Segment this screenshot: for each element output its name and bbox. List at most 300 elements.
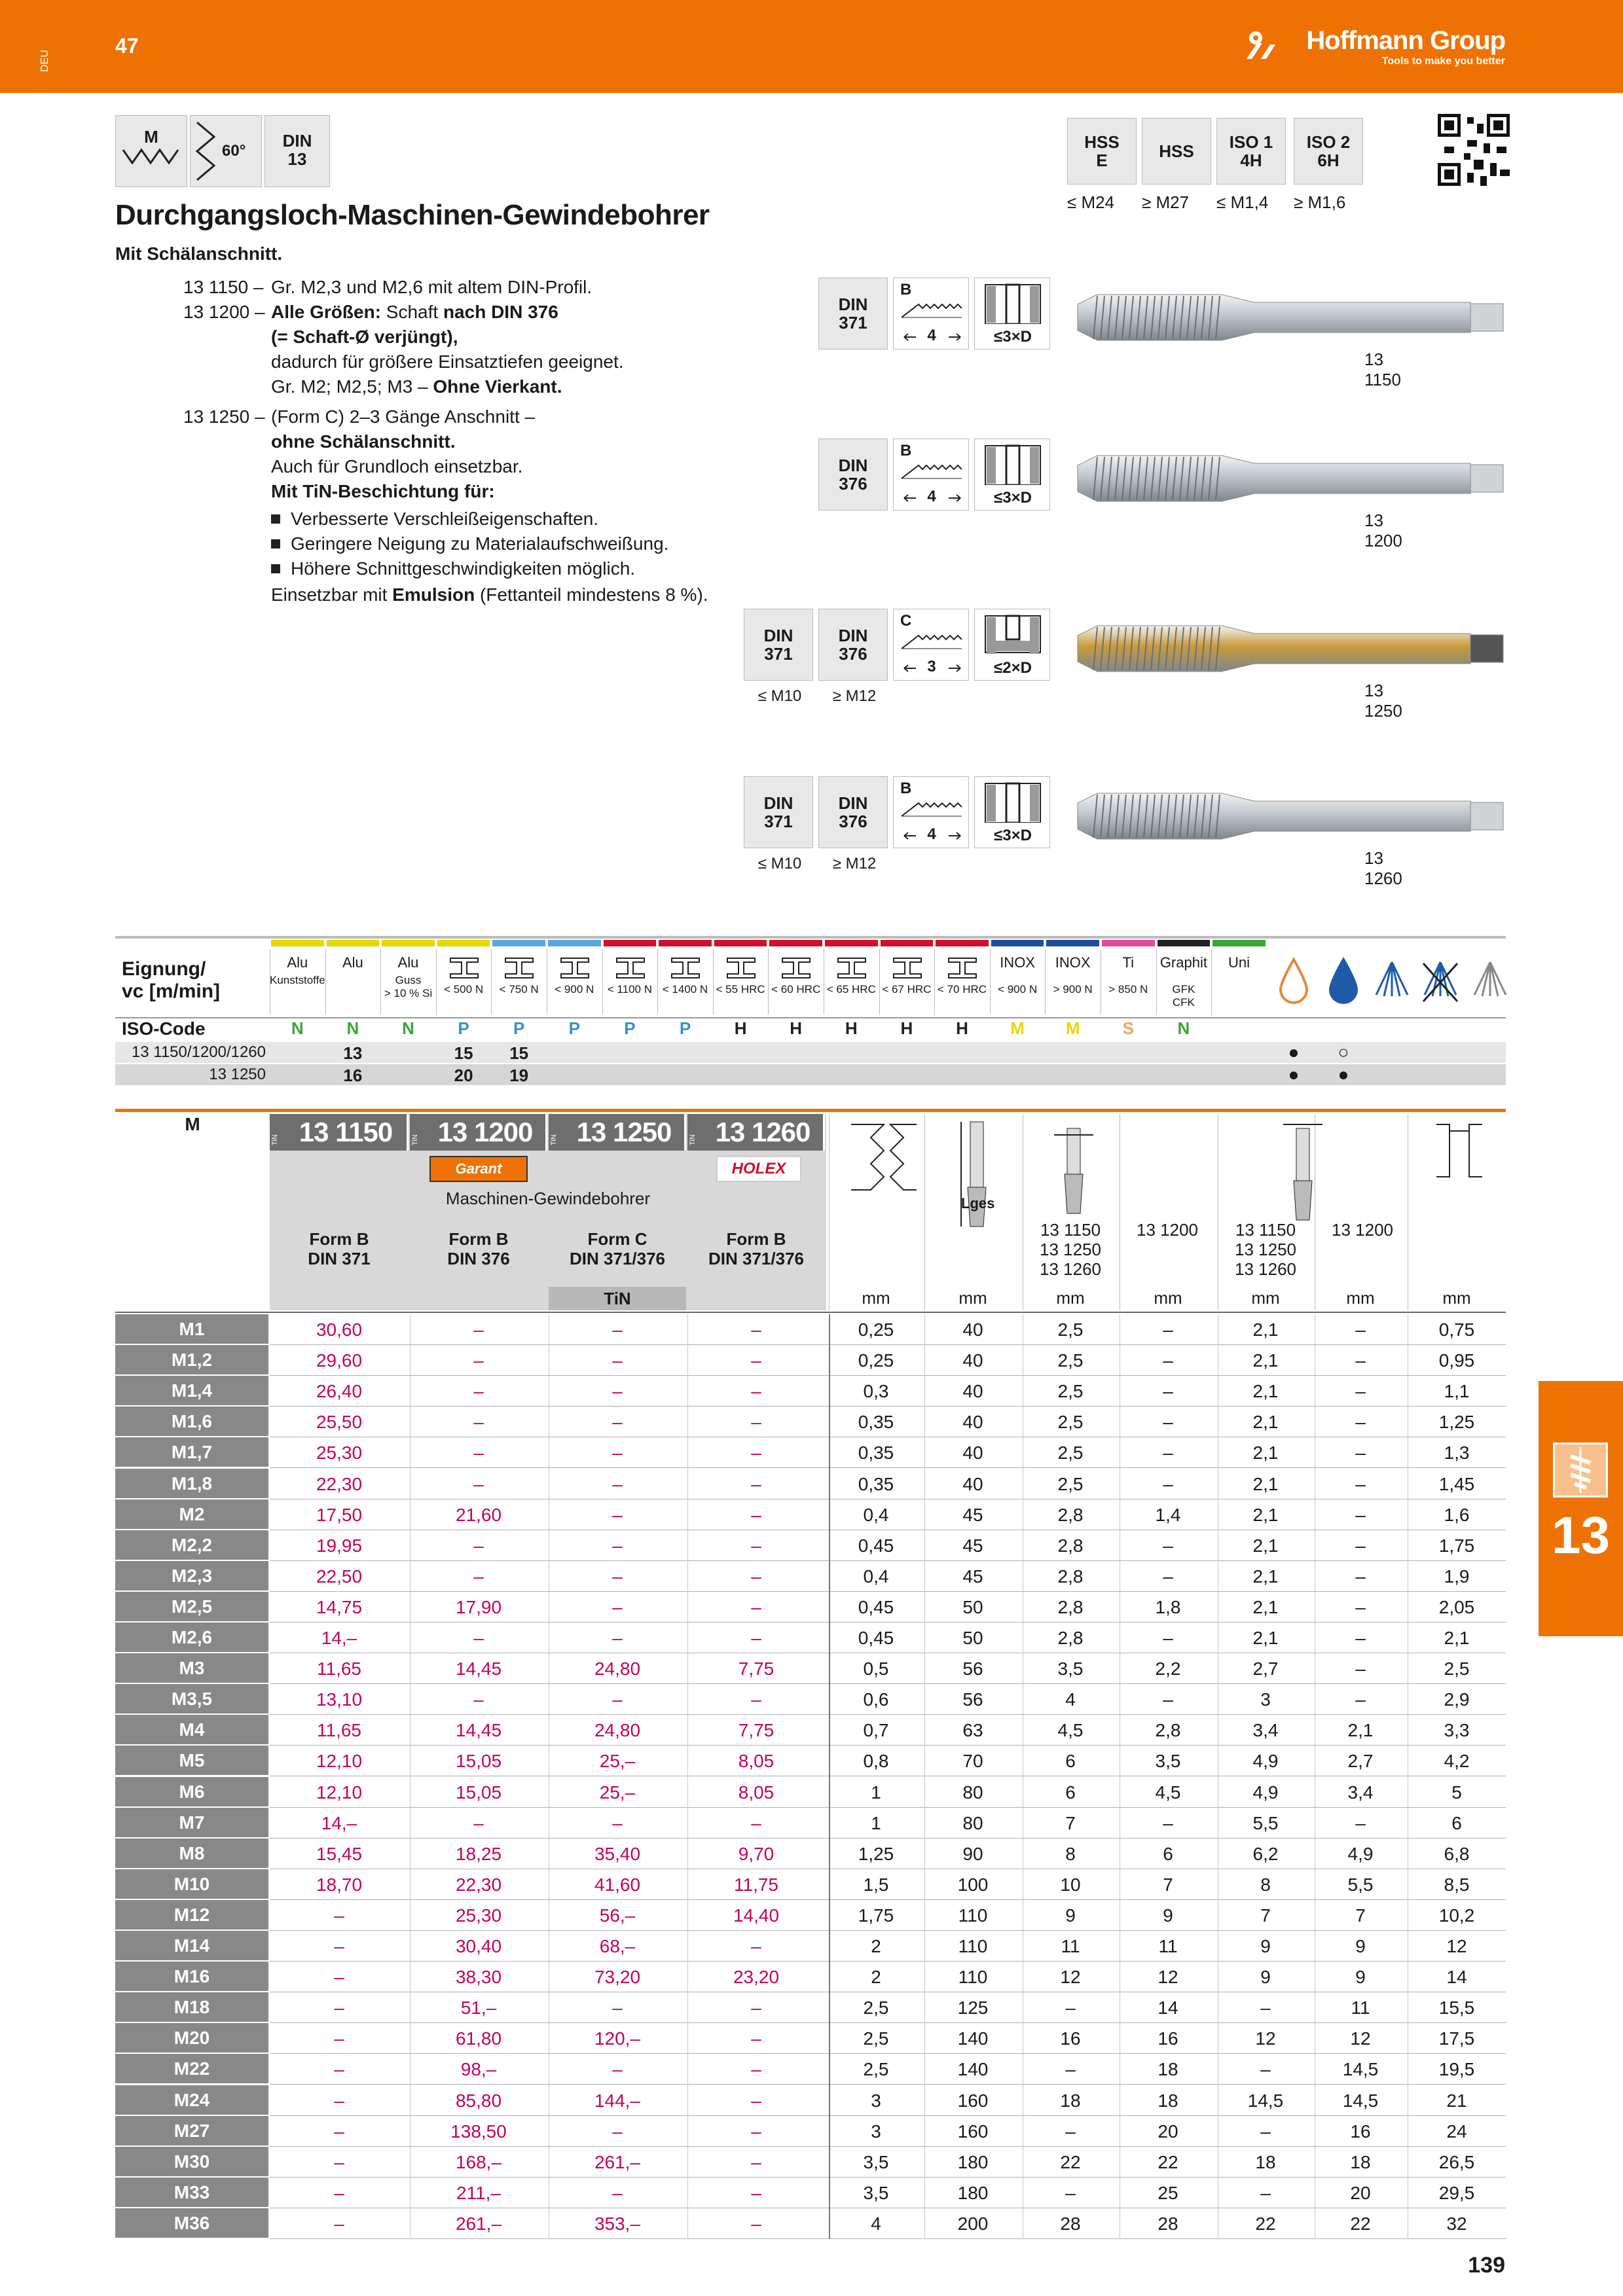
table-cell: – — [751, 1596, 761, 1617]
usage-col-sub: < 60 HRC — [771, 983, 821, 996]
table-cell: 12,10 — [316, 1782, 363, 1803]
table-cell: 29,60 — [316, 1350, 363, 1371]
table-cell: – — [334, 2213, 344, 2234]
table-cell: 1,75 — [1438, 1535, 1475, 1556]
table-cell: – — [1163, 1628, 1173, 1648]
table-cell: – — [751, 1812, 761, 1833]
table-cell: 20 — [1158, 2121, 1178, 2142]
table-cell: – — [1355, 1473, 1366, 1494]
table-cell: 0,35 — [858, 1412, 894, 1433]
row-size-label: M36 — [115, 2208, 268, 2238]
table-cell: 45 — [962, 1504, 983, 1525]
row-size-label: M3 — [115, 1653, 268, 1683]
table-cell: 1,8 — [1155, 1596, 1181, 1617]
core-hole-icon — [1430, 1118, 1489, 1187]
tool-din-a: DIN 371 — [818, 278, 888, 350]
table-cell: 8 — [1065, 1843, 1076, 1864]
table-cell: 2,7 — [1252, 1659, 1279, 1679]
language-label: DEU — [39, 50, 50, 72]
table-cell: 2,1 — [1252, 1504, 1279, 1525]
usage-color-strip — [769, 940, 822, 946]
row-size-label: M22 — [115, 2054, 268, 2083]
table-cell: 2,5 — [863, 2059, 889, 2080]
table-cell: 22,30 — [316, 1473, 363, 1494]
row-size-label: M2,2 — [115, 1530, 268, 1560]
table-cell: 1,6 — [1444, 1504, 1470, 1525]
table-cell: 80 — [962, 1782, 983, 1803]
table-cell: 120,– — [594, 2028, 641, 2049]
table-cell: – — [1355, 1596, 1366, 1617]
usage-coolant-mark: ● — [1288, 1042, 1300, 1062]
table-cell: – — [1065, 2121, 1076, 2142]
desc-din376: nach DIN 376 — [443, 302, 558, 322]
table-cell: 25,– — [599, 1782, 636, 1803]
steel-icon — [781, 957, 811, 979]
param-col-sep — [924, 1114, 925, 1310]
table-cell: 168,– — [455, 2151, 502, 2172]
material-box-2 — [1216, 118, 1286, 185]
table-cell: – — [473, 1628, 484, 1648]
table-cell: 18 — [1060, 2090, 1081, 2111]
table-cell: 51,– — [460, 1998, 497, 2018]
brand-logo[interactable] — [1306, 26, 1505, 67]
through-hole-icon — [983, 443, 1043, 485]
table-cell: 7 — [1163, 1874, 1173, 1895]
usage-iso-code: H — [956, 1018, 968, 1038]
table-cell: 16 — [1060, 2028, 1081, 2049]
chamfer-icon — [899, 626, 964, 653]
garant-logo[interactable]: Garant — [429, 1156, 528, 1182]
table-cell: – — [473, 1443, 484, 1463]
page-subtitle: Mit Schälanschnitt. — [115, 243, 283, 264]
table-cell: – — [473, 1535, 484, 1556]
table-cell: – — [1260, 2182, 1271, 2203]
tap-code: 13 1260 — [1364, 848, 1402, 888]
desc-sizes-note — [271, 374, 562, 399]
table-cell: 28 — [1158, 2213, 1178, 2234]
desc-emulsion — [271, 583, 708, 607]
usage-col-sub: < 65 HRC — [826, 983, 876, 996]
table-cell: 9 — [1065, 1905, 1076, 1926]
table-cell: 18,25 — [455, 1843, 502, 1864]
table-cell: 4,9 — [1252, 1782, 1279, 1803]
table-cell: – — [334, 2028, 344, 2049]
qr-code-icon[interactable] — [1438, 114, 1510, 186]
table-cell: 4,9 — [1347, 1843, 1374, 1864]
col-sep — [687, 1314, 688, 2239]
table-cell: – — [751, 2059, 761, 2080]
table-cell: 25,– — [599, 1751, 636, 1772]
table-cell: 0,3 — [863, 1381, 889, 1402]
table-cell: 7 — [1260, 1905, 1271, 1926]
steel-icon — [892, 957, 922, 979]
unit-label: mm — [1442, 1288, 1471, 1308]
desc-sizes: Gr. M2; M2,5; M3 – — [271, 376, 433, 397]
table-cell: 100 — [957, 1874, 989, 1895]
steel-icon — [947, 957, 977, 979]
table-cell: 3,5 — [1057, 1659, 1084, 1679]
page-top-number: 47 — [115, 34, 139, 58]
table-cell: 29,5 — [1438, 2182, 1475, 2203]
usage-row-label: 13 1250 — [209, 1066, 266, 1083]
usage-value: 16 — [343, 1066, 363, 1085]
usage-color-strip — [659, 940, 712, 946]
holex-logo[interactable]: HOLEX — [716, 1156, 801, 1182]
table-cell: – — [612, 1812, 623, 1833]
table-cell: 2,1 — [1252, 1381, 1279, 1402]
article-code-side: TiN — [411, 1134, 419, 1145]
usage-iso-code: N — [346, 1018, 359, 1038]
usage-col-sub: < 67 HRC — [882, 983, 932, 996]
tool-limit-b: ≥ M12 — [832, 855, 877, 872]
form-label: Form B — [309, 1229, 369, 1249]
table-cell: 14,5 — [1247, 2090, 1284, 2111]
table-cell: 15,45 — [316, 1843, 363, 1864]
dry-cutting-icon — [1274, 956, 1313, 1008]
usage-iso-code: H — [845, 1018, 858, 1038]
usage-color-strip — [548, 940, 601, 946]
usage-col-sub: < 750 N — [499, 983, 539, 996]
table-cell: 2,9 — [1444, 1689, 1470, 1710]
table-cell: 4 — [871, 2213, 881, 2234]
table-cell: – — [1163, 1689, 1173, 1710]
usage-iso-code: P — [624, 1018, 636, 1038]
desc-no-square: Ohne Vierkant. — [433, 376, 562, 397]
steel-icon — [615, 957, 646, 979]
usage-col-sub: < 55 HRC — [716, 983, 765, 996]
table-cell: – — [612, 2121, 623, 2142]
thread-profile-icon — [122, 146, 181, 166]
desc-code-2: 13 1200 – — [183, 302, 265, 322]
table-cell: 110 — [958, 1967, 988, 1988]
tool-din-b: DIN 376 — [818, 609, 888, 681]
row-size-label: M5 — [115, 1746, 268, 1775]
tool-depth-box — [974, 776, 1050, 848]
article-code: 13 1150 — [299, 1117, 393, 1147]
row-size-label: M1,4 — [115, 1376, 268, 1405]
material-top: HSS — [1084, 132, 1120, 152]
table-cell: 26,5 — [1438, 2151, 1475, 2172]
usage-value: 13 — [343, 1043, 363, 1063]
usage-color-strip — [825, 940, 878, 946]
table-cell: 1,9 — [1444, 1566, 1470, 1587]
table-cell: – — [473, 1381, 484, 1402]
usage-col-title: Alu — [287, 954, 308, 971]
table-cell: – — [751, 1535, 761, 1556]
usage-col-sep — [768, 949, 769, 1014]
usage-iso-code: S — [1122, 1018, 1134, 1038]
table-cell: – — [1163, 1535, 1173, 1556]
usage-iso-code: H — [790, 1018, 803, 1038]
table-cell: – — [1355, 1566, 1366, 1587]
table-cell: 2,5 — [1057, 1443, 1084, 1463]
row-size-label: M27 — [115, 2116, 268, 2145]
table-cell: 3,5 — [863, 2182, 889, 2203]
table-cell: 0,25 — [858, 1350, 894, 1371]
arrow-icon — [903, 663, 962, 673]
table-cell: 5,5 — [1252, 1812, 1279, 1833]
table-cell: – — [334, 2121, 344, 2142]
table-cell: 85,80 — [455, 2090, 502, 2111]
arrow-icon — [903, 831, 962, 841]
table-cell: – — [751, 1412, 761, 1433]
table-cell: 0,75 — [1438, 1319, 1475, 1340]
table-cell: 8,05 — [738, 1751, 775, 1772]
usage-col-sep — [713, 949, 714, 1014]
tool-depth-box — [974, 278, 1050, 350]
table-cell: – — [612, 1412, 623, 1433]
table-cell: – — [1355, 1535, 1366, 1556]
table-cell: – — [1355, 1350, 1366, 1371]
desc-depth-note: dadurch für größere Einsatztiefen geeignet. — [271, 351, 624, 372]
table-cell: – — [612, 1689, 623, 1710]
table-cell: 2,7 — [1347, 1751, 1374, 1772]
table-cell: – — [751, 2121, 761, 2142]
table-cell: – — [1260, 1998, 1271, 2018]
table-cell: – — [751, 1689, 761, 1710]
table-cell: 14,– — [321, 1628, 357, 1648]
row-size-label: M1,6 — [115, 1407, 268, 1436]
usage-rule — [115, 1017, 1506, 1018]
table-cell: 15,5 — [1438, 1998, 1475, 2018]
table-cell: – — [1065, 2182, 1076, 2203]
table-cell: – — [751, 1319, 761, 1340]
table-cell: 1 — [871, 1812, 881, 1833]
angle-icon — [194, 118, 221, 184]
table-cell: 2,2 — [1155, 1659, 1181, 1679]
table-cell: 200 — [957, 2213, 989, 2234]
row-size-label: M16 — [115, 1962, 268, 1991]
usage-col-sub: < 1100 N — [607, 983, 652, 996]
desc-no-chamfer: ohne Schälanschnitt. — [271, 431, 456, 452]
tool-depth-box — [974, 609, 1050, 681]
table-cell: 2,1 — [1252, 1596, 1279, 1617]
steel-icon — [504, 957, 534, 979]
table-cell: 14,45 — [455, 1720, 502, 1741]
tool-form-box — [893, 776, 969, 848]
table-cell: – — [1260, 2121, 1271, 2142]
usage-color-strip — [991, 940, 1044, 946]
usage-iso-code: N — [291, 1018, 304, 1038]
table-cell: 32 — [1446, 2213, 1467, 2234]
tap-code: 13 1250 — [1364, 681, 1402, 721]
usage-col-sub: < 70 HRC — [937, 983, 987, 996]
table-cell: 4,9 — [1252, 1751, 1279, 1772]
table-cell: – — [751, 1473, 761, 1494]
table-cell: 0,5 — [863, 1659, 889, 1679]
usage-iso-code: P — [568, 1018, 580, 1038]
usage-coolant-mark: ● — [1338, 1064, 1349, 1085]
usage-iso-code: N — [402, 1018, 414, 1038]
usage-label-1: Eignung/ — [122, 958, 206, 980]
usage-color-strip — [881, 940, 934, 946]
usage-col-title: Ti — [1122, 954, 1135, 971]
tool-limit-a: ≤ M10 — [757, 855, 802, 872]
table-cell: 9,70 — [738, 1843, 775, 1864]
table-cell: – — [1355, 1412, 1366, 1433]
usage-color-strip — [382, 940, 435, 946]
table-cell: 21,60 — [455, 1504, 502, 1525]
row-size-label: M14 — [115, 1931, 268, 1960]
hoffmann-logo-icon — [1244, 29, 1278, 60]
table-cell: 11 — [1158, 1936, 1178, 1956]
through-hole-icon — [983, 781, 1043, 823]
chapter-tap-icon — [1553, 1443, 1608, 1498]
table-cell: – — [612, 1998, 623, 2018]
table-cell: 1,75 — [858, 1905, 894, 1926]
table-cell: 144,– — [594, 2090, 641, 2111]
tool-limit-b: ≥ M12 — [832, 687, 877, 705]
table-cell: 73,20 — [594, 1967, 641, 1988]
table-cell: 110 — [958, 1905, 988, 1926]
usage-color-strip — [1046, 940, 1099, 946]
desc-blind-hole: Auch für Grundloch einsetzbar. — [271, 456, 523, 476]
table-cell: 2,5 — [1057, 1319, 1084, 1340]
table-cell: 56,– — [599, 1905, 636, 1926]
table-cell: 7 — [1065, 1812, 1076, 1833]
tool-form-box — [893, 439, 969, 511]
table-cell: 68,– — [599, 1936, 636, 1956]
table-cell: – — [334, 1998, 344, 2018]
usage-iso-code: H — [900, 1018, 913, 1038]
table-cell: – — [1163, 1812, 1173, 1833]
usage-col-sub: Kunststoffe — [270, 974, 325, 986]
angle-value: 60° — [222, 142, 246, 160]
usage-col-sep — [602, 949, 603, 1014]
total-length-icon — [951, 1115, 1003, 1249]
table-cell: 2,8 — [1057, 1535, 1084, 1556]
table-cell: 2,1 — [1252, 1443, 1279, 1463]
table-cell: – — [473, 1812, 484, 1833]
article-code: 13 1200 — [437, 1117, 533, 1147]
table-cell: 23,20 — [733, 1967, 780, 1988]
thread-symbol — [115, 115, 187, 187]
table-cell: 2,5 — [1444, 1659, 1470, 1679]
brand-tagline: Tools to make you better — [1381, 56, 1505, 67]
page-title: Durchgangsloch-Maschinen-Gewindebohrer — [115, 199, 710, 231]
param-col-sep — [829, 1114, 830, 1310]
param-sub-codes: 13 1200 — [1137, 1220, 1198, 1240]
form-label: Form B — [726, 1229, 786, 1249]
table-cell: 30,40 — [455, 1936, 502, 1956]
main-header-rule — [115, 1312, 1506, 1313]
row-size-label: M1,7 — [115, 1437, 268, 1467]
table-cell: 22 — [1158, 2151, 1178, 2172]
material-box-1 — [1142, 118, 1211, 185]
table-cell: 3,5 — [863, 2151, 889, 2172]
usage-col-title: Alu — [342, 954, 363, 971]
table-cell: 140 — [957, 2028, 989, 2049]
thread-letter: M — [144, 127, 158, 147]
table-cell: 4,5 — [1057, 1720, 1084, 1741]
steel-icon — [670, 957, 701, 979]
table-cell: 17,50 — [316, 1504, 363, 1525]
table-cell: – — [751, 2213, 761, 2234]
usage-col-sub: > 850 N — [1108, 983, 1148, 996]
table-cell: 2,5 — [863, 1998, 889, 2018]
usage-label-2: vc [m/min] — [122, 980, 221, 1002]
tool-thread-count: 3 — [927, 658, 936, 675]
row-size-label: M3,5 — [115, 1684, 268, 1713]
tap-code: 13 1200 — [1364, 511, 1402, 550]
air-icon — [1470, 956, 1510, 1008]
material-box-3 — [1294, 118, 1363, 185]
table-cell: – — [334, 1905, 344, 1926]
table-cell: 45 — [962, 1535, 983, 1556]
tool-thread-count: 4 — [927, 488, 936, 505]
usage-col-title: Alu — [397, 954, 419, 971]
usage-color-strip — [492, 940, 545, 946]
steel-icon — [726, 957, 756, 979]
form-din: DIN 371/376 — [570, 1249, 665, 1268]
table-cell: 0,4 — [863, 1504, 889, 1525]
row-size-label: M2,6 — [115, 1623, 268, 1652]
usage-col-sep — [879, 949, 880, 1014]
through-hole-icon — [983, 282, 1043, 324]
unit-label: mm — [1346, 1288, 1375, 1308]
table-cell: 3 — [871, 2121, 881, 2142]
table-cell: 3 — [871, 2090, 881, 2111]
table-cell: – — [334, 1936, 344, 1956]
usage-col-sub: GFK CFK — [1172, 983, 1195, 1009]
table-cell: 38,30 — [455, 1967, 502, 1988]
article-code: 13 1260 — [715, 1117, 811, 1147]
table-cell: 40 — [962, 1350, 983, 1371]
table-cell: 2,8 — [1057, 1566, 1084, 1587]
shank-diameter-icon — [1048, 1115, 1100, 1223]
param-sub-codes: 13 1200 — [1332, 1220, 1393, 1240]
desc-bullet-2: Geringere Neigung zu Materialaufschweißung. — [271, 531, 668, 556]
row-size-label: M2 — [115, 1499, 268, 1529]
table-cell: 21 — [1446, 2090, 1467, 2111]
table-cell: – — [612, 1350, 623, 1371]
tool-form-letter: B — [900, 281, 912, 298]
table-cell: 40 — [962, 1381, 983, 1402]
table-cell: 140 — [957, 2059, 989, 2080]
form-din: DIN 376 — [447, 1249, 510, 1268]
table-cell: 14 — [1158, 1998, 1178, 2018]
desc-emulsion-a: Einsetzbar mit — [271, 584, 393, 605]
table-cell: 1,3 — [1444, 1443, 1470, 1463]
row-size-label: M2,5 — [115, 1592, 268, 1621]
table-cell: 0,7 — [863, 1720, 889, 1741]
usage-color-strip — [1158, 940, 1211, 946]
table-cell: – — [751, 1628, 761, 1648]
tool-thread-count: 4 — [927, 825, 936, 843]
table-cell: 25 — [1158, 2182, 1178, 2203]
usage-col-title: Uni — [1228, 954, 1250, 971]
usage-col-sub: Guss > 10 % Si — [384, 974, 433, 999]
desc-code-3: 13 1250 – — [183, 406, 265, 427]
material-bottom: 4H — [1240, 151, 1262, 170]
table-cell: 12 — [1158, 1967, 1178, 1988]
table-cell: 8,05 — [738, 1782, 775, 1803]
mql-icon — [1421, 956, 1460, 1008]
table-cell: 0,6 — [863, 1689, 889, 1710]
form-din: DIN 371/376 — [708, 1249, 804, 1268]
material-limit: ≤ M24 — [1067, 192, 1115, 212]
table-cell: 22,30 — [455, 1874, 502, 1895]
table-cell: 2,5 — [863, 2028, 889, 2049]
usage-col-sub: < 500 N — [444, 983, 484, 996]
table-cell: 24,80 — [594, 1720, 641, 1741]
table-cell: 50 — [962, 1596, 983, 1617]
article-code-side: TiN — [689, 1134, 697, 1145]
table-cell: 353,– — [594, 2213, 641, 2234]
table-cell: 28 — [1060, 2213, 1081, 2234]
table-cell: 10,2 — [1438, 1905, 1475, 1926]
form-din: DIN 371 — [308, 1249, 371, 1268]
